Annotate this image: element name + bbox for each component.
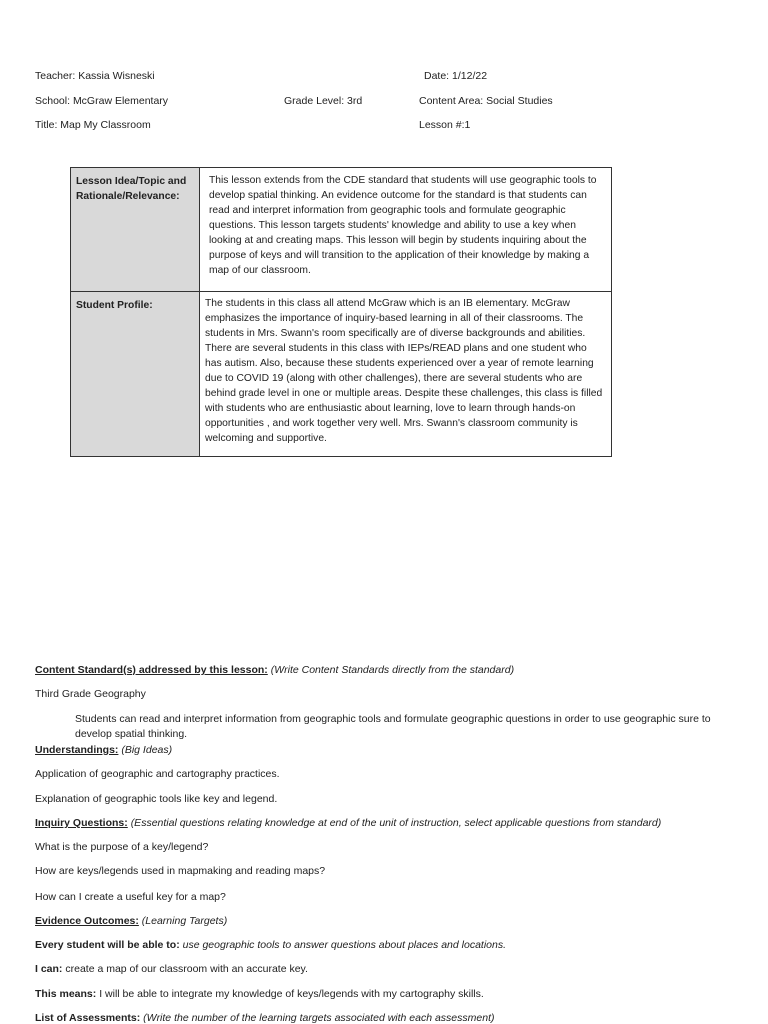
understanding-item: Application of geographic and cartography practices. (35, 768, 280, 780)
evidence-label: Evidence Outcomes: (35, 915, 139, 927)
this-means-label: This means: (35, 988, 97, 1000)
evidence-heading (35, 915, 227, 927)
i-can-statement (35, 963, 308, 975)
i-can-text: create a map of our classroom with an accurate key. (65, 963, 308, 975)
inquiry-question: How can I create a useful key for a map? (35, 891, 226, 903)
understanding-item: Explanation of geographic tools like key and legend. (35, 793, 278, 805)
i-can-label: I can: (35, 963, 63, 975)
standard-detail: Students can read and interpret information from geographic tools and formulate geographic questions in order to use geographic sure to develop spatial thinking. (75, 713, 711, 740)
assessments-heading (35, 1012, 495, 1024)
table-row (71, 292, 612, 457)
inquiry-note: (Essential questions relating knowledge at end of the unit of instruction, select applicable questions from standard) (130, 817, 662, 829)
lesson-title: Title: Map My Classroom (35, 119, 151, 131)
assessments-note: (Write the number of the learning targets associated with each assessment) (143, 1012, 495, 1024)
content-standards-note: (Write Content Standards directly from the standard) (270, 664, 515, 676)
evidence-note: (Learning Targets) (141, 915, 228, 927)
rationale-heading: Lesson Idea/Topic and Rationale/Relevance: (71, 168, 200, 292)
inquiry-question: How are keys/legends used in mapmaking and reading maps? (35, 865, 326, 877)
teacher-name: Teacher: Kassia Wisneski (35, 70, 155, 82)
content-standards-label: Content Standard(s) addressed by this lesson: (35, 664, 268, 676)
inquiry-question: What is the purpose of a key/legend? (35, 841, 209, 853)
understandings-label: Understandings: (35, 744, 119, 756)
this-means-statement (35, 988, 484, 1000)
grade-level: Grade Level: 3rd (284, 95, 363, 107)
rationale-text: This lesson extends from the CDE standard that students will use geographic tools to develop spatial thinking. An evidence outcome for the standard is that students can read and interpret information from geographic tools and formulate geographic questions. This lesson targets students' knowledge and ability to use a key when looking at and creating maps. This lesson will begin by students inquiring about the purpose of keys and will transition to the application of their knowledge by making a map of our classroom. (200, 168, 612, 292)
student-profile-text: The students in this class all attend McGraw which is an IB elementary. McGraw emphasizes the importance of inquiry-based learning in all of their classrooms. The students in Mrs. Swann's room specifically are of diverse backgrounds and abilities. There are several students in this class with IEPs/READ plans and one student who has autism. Also, because these students experienced over a year of remote learning due to COVID 19 (along with other challenges), there are several students who are behind grade level in one or multiple areas. Despite these challenges, this class is filled with students who are enthusiastic about learning, love to learn through hands-on opportunities , and work together very well. Mrs. Swann's classroom community is welcoming and supportive. (200, 292, 612, 457)
lesson-number: Lesson #:1 (419, 119, 471, 131)
every-student-text: use geographic tools to answer questions about places and locations. (182, 939, 507, 951)
school-name: School: McGraw Elementary (35, 95, 169, 107)
understandings-note: (Big Ideas) (121, 744, 173, 756)
this-means-text: I will be able to integrate my knowledge of keys/legends with my cartography skills. (99, 988, 484, 1000)
assessments-label: List of Assessments: (35, 1012, 141, 1024)
content-area: Content Area: Social Studies (419, 95, 553, 107)
every-student-label: Every student will be able to: (35, 939, 180, 951)
student-profile-heading: Student Profile: (71, 292, 200, 457)
content-standards-heading (35, 664, 514, 676)
inquiry-label: Inquiry Questions: (35, 817, 128, 829)
lesson-table (70, 167, 612, 457)
lesson-date: Date: 1/12/22 (424, 70, 488, 82)
understandings-heading (35, 744, 172, 756)
standard-subject: Third Grade Geography (35, 688, 146, 700)
inquiry-heading (35, 817, 661, 829)
every-student-outcome (35, 939, 506, 951)
table-row (71, 168, 612, 292)
